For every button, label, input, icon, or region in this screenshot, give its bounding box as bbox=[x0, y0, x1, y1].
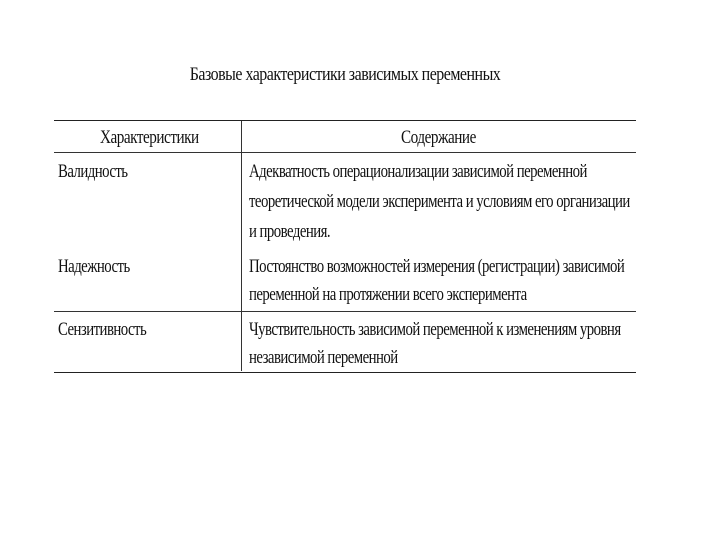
row-content-line: переменной на протяжении всего эксперимента bbox=[249, 284, 527, 305]
column-header-characteristics: Характеристики bbox=[100, 127, 199, 148]
characteristics-table bbox=[54, 120, 636, 373]
row-content-line: Чувствительность зависимой переменной к изменениям уровня bbox=[249, 319, 621, 340]
row-content-line: Постоянство возможностей измерения (регистрации) зависимой bbox=[249, 256, 625, 277]
slide-title: Базовые характеристики зависимых переменных bbox=[189, 64, 501, 85]
column-header-content: Содержание bbox=[401, 127, 476, 148]
row-name-reliability: Надежность bbox=[58, 256, 130, 277]
row-name-validity: Валидность bbox=[58, 161, 128, 182]
header-divider bbox=[54, 152, 636, 153]
row-content-line: теоретической модели эксперимента и условиям его организации bbox=[249, 191, 630, 212]
row-content-line: Адекватность операционализации зависимой переменной bbox=[249, 161, 587, 182]
row-content-line: и проведения. bbox=[249, 221, 331, 242]
row-content-line: независимой переменной bbox=[249, 347, 398, 368]
row-name-sensitivity: Сензитивность bbox=[58, 319, 147, 340]
row-divider bbox=[54, 311, 636, 312]
column-divider bbox=[241, 121, 242, 371]
